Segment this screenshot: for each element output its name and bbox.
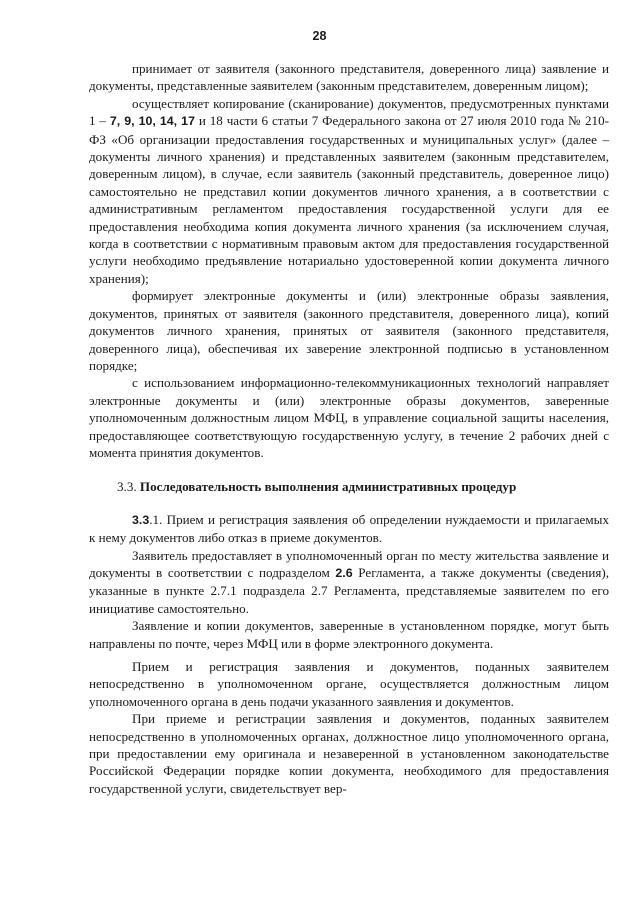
paragraph: формирует электронные документы и (или) электронные образы заявления, документов, принятых от заявителя (законного представителя, доверенного лица), копий документов личного хранения, принятых от заявителя (законного представителя, доверенного лица), обеспечивая их заверение электронной подписью в установленном порядке; [89,288,609,373]
paragraph-text: Заявитель предоставляет в уполномоченный орган по месту жительства заявление и документы в соответствии с подразделом [89,547,609,580]
paragraph: Прием и регистрация заявления и документов, поданных заявителем непосредственно в уполномоченном органе, осуществляется должностным лицом уполномоченного органа в день подачи указанного заявления и документов. [89,659,609,709]
paragraph [89,95,609,287]
paragraph-reference: 2.6 [335,565,353,580]
page-number: 28 [312,29,327,43]
paragraph: принимает от заявителя (законного представителя, доверенного лица) заявление и документы, представленные заявителем (законным представителем, доверенным лицом); [89,61,609,94]
paragraph-reference: 7, 9, 10, 14, 17 [109,114,195,129]
section-number: 3.3. [117,479,137,495]
paragraph [89,547,609,618]
section-title: Последовательность выполнения административных процедур [139,479,517,495]
paragraph-text: и 18 части 6 статьи 7 Федерального закона от 27 июля 2010 года № 210-ФЗ «Об организации предоставления государственных и муниципальных услуг» (далее – документы личного хранения) и представленных заявителем (законным представителем, доверенным лицом), в случае, если заявитель (законный представитель, доверенное лицо) самостоятельно не представил копии документов личного хранения, а в соответствии с административным регламентом предоставления государственной услуги для ее предоставления необходима копия документа личного хранения (за исключением случая, когда в соответствии с нормативным правовым актом для предоставления государственной услуги необходимо предъявление нотариально удостоверенной копии документа личного хранения); [89,113,610,286]
document-body [89,60,609,797]
paragraph: Заявление и копии документов, заверенные в установленном порядке, могут быть направлены по почте, через МФЦ или в форме электронного документа. [89,618,609,651]
paragraph-text: осуществляет копирование (сканирование) документов, предусмотренных пунктами 1 – [89,95,609,129]
paragraph [89,511,609,547]
paragraph: При приеме и регистрации заявления и документов, поданных заявителем непосредственно в уполномоченных органах, должностное лицо уполномоченного органа, при предоставлении ему оригинала и незаверенной в установленном законодательстве Российской Федерации порядке копии документа, необходимого для предоставления государственной услуги, свидетельствует вер- [89,711,609,796]
section-heading [89,478,609,495]
subsection-number: 3.3 [132,512,150,527]
subsection-text: Прием и регистрация заявления об определении нуждаемости и прилагаемых к нему документов либо отказ в приеме документов. [89,511,609,546]
paragraph-text: Регламента, а также документы (сведения), указанные в пункте 2.7.1 подраздела 2.7 Регламента, представляемые заявителем по его инициативе самостоятельно. [89,564,609,616]
subsection-number-rest: .1. [149,511,163,527]
paragraph: с использованием информационно-телекоммуникационных технологий направляет электронные документы и (или) электронные образы документов, заверенные уполномоченным должностным лицом МФЦ, в управление социальной защиты населения, предоставляющее соответствующую государственную услугу, в течение 2 рабочих дней с момента принятия документов. [89,375,609,460]
